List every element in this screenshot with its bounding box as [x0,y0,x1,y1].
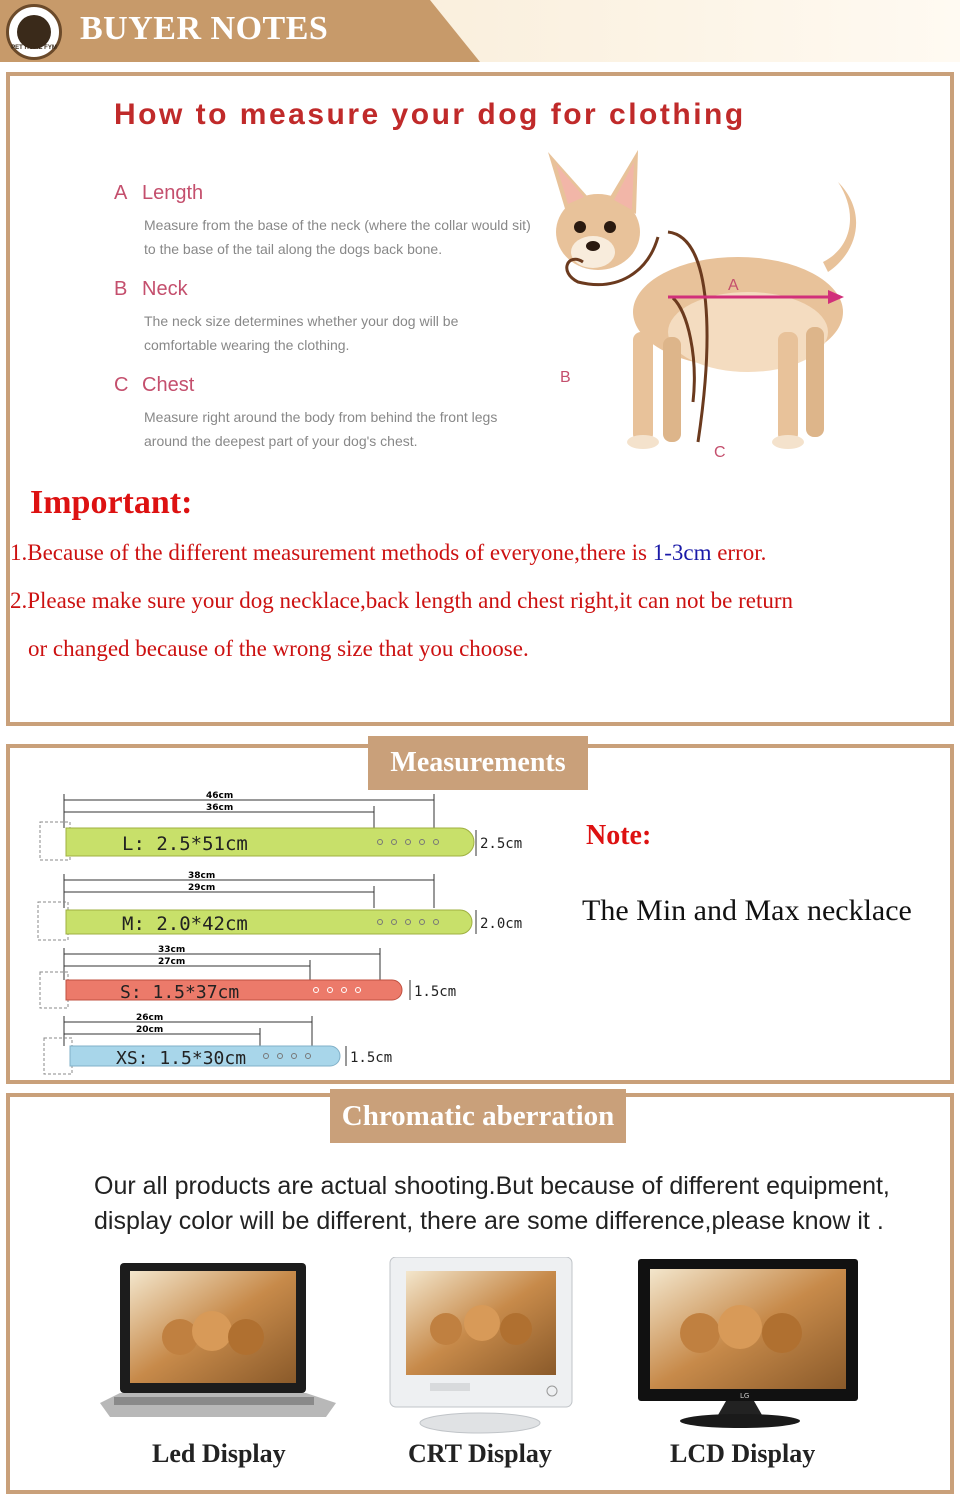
error-range: 1-3cm [652,540,712,565]
item-letter: A [114,182,128,204]
dog-belly-shape [668,292,828,372]
collar-size-label: S: 1.5*37cm [120,982,240,1003]
collar-s [40,945,456,1008]
item-description: Measure from the base of the neck (where the collar would sit) to the base of the tail along the dogs back bone. [144,217,531,257]
lg-brand-text: LG [740,1392,750,1400]
min-size-text: 36cm [206,803,234,813]
collar-width-label: 2.5cm [480,836,523,852]
item-description: Measure right around the body from behind the front legs around the deepest part of your dog's chest. [144,409,498,449]
label-b: B [560,369,571,386]
dog-eye-shape [574,221,586,233]
lcd-display-label: LCD Display [670,1439,816,1468]
item-name: Length [142,182,204,204]
label-a: A [728,277,739,294]
pet-home-logo [6,4,62,60]
measurements-tag: Measurements [368,736,588,790]
chromatic-aberration-section [6,1093,954,1494]
dog-paw-shape [627,435,659,449]
min-size-text: 27cm [158,957,186,967]
max-size-text: 33cm [158,945,186,955]
collar-l [40,791,522,860]
max-size-text: 38cm [188,871,216,881]
max-size-text: 26cm [136,1013,164,1023]
item-chest [114,374,534,453]
dog-paw-shape [772,435,804,449]
collar-width-label: 1.5cm [414,984,457,1000]
item-letter: B [114,278,128,300]
dog-leg-shape [633,332,653,442]
header-banner [0,0,960,62]
chihuahua-illustration [538,142,888,482]
important-note-1 [10,540,766,566]
item-letter: C [114,374,129,396]
collar-size-label: XS: 1.5*30cm [116,1048,247,1069]
note-heading: Note: [586,820,652,851]
important-note-2: 2.Please make sure your dog necklace,back length and chest right,it can not be return [10,588,793,613]
item-description: The neck size determines whether your dog will be comfortable wearing the clothing. [144,313,459,353]
led-laptop-icon [100,1263,336,1417]
note-text: 1.Because of the different measurement methods of everyone,there is [10,540,653,565]
crt-display-label: CRT Display [408,1439,552,1468]
measure-guide-title: How to measure your dog for clothing [114,98,746,131]
note-text: The Min and Max necklace [582,894,912,927]
item-name: Neck [142,278,188,300]
crt-button-row [430,1383,470,1391]
collar-size-label: L: 2.5*51cm [122,833,248,855]
measure-guide-section [6,72,954,726]
item-neck [114,278,534,357]
important-note-3: or changed because of the wrong size that you choose. [28,636,529,661]
label-c: C [714,444,726,461]
crt-monitor-icon [390,1257,572,1433]
logo-dog-icon [17,15,51,49]
min-size-text: 20cm [136,1025,164,1035]
important-heading: Important: [30,484,193,521]
collar-m [38,871,522,940]
dog-leg-shape [778,332,798,442]
item-length [114,182,534,261]
display-comparison [90,1257,870,1437]
collar-width-label: 2.0cm [480,916,523,932]
dog-nose-shape [586,241,600,251]
dog-tail-shape [823,182,856,272]
lcd-monitor-icon [638,1259,858,1428]
max-size-text: 46cm [206,791,234,801]
page-title: BUYER NOTES [80,10,329,47]
note-text: error. [711,540,767,565]
collar-xs [44,1013,392,1074]
measurements-section [6,744,954,1084]
collar-size-chart [30,788,550,1078]
chromatic-aberration-tag: Chromatic aberration [330,1089,626,1143]
led-display-label: Led Display [152,1439,286,1468]
logo-text: PET HOME FYM [11,45,57,51]
collar-width-label: 1.5cm [350,1050,393,1066]
item-name: Chest [142,374,195,396]
dog-leg-shape [806,327,824,437]
min-size-text: 29cm [188,883,216,893]
chromatic-description: Our all products are actual shooting.But because of different equipment, display color will be different, there are some difference,please know it . [94,1172,890,1235]
dog-leg-shape [663,337,681,442]
dog-eye-shape [604,221,616,233]
collar-size-label: M: 2.0*42cm [122,913,248,935]
buckle-outline [44,1038,72,1074]
dog-muzzle-shape [571,236,615,268]
